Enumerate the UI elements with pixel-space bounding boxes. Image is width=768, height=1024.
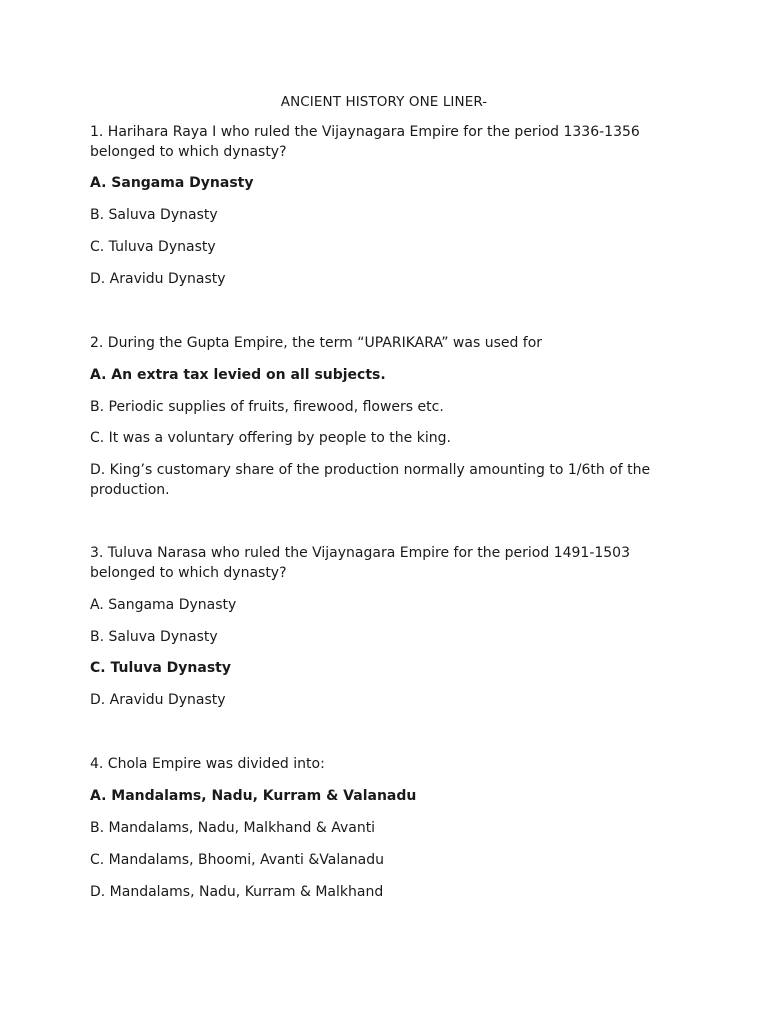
question-2-option-a-answer: A. An extra tax levied on all subjects. [90,367,386,383]
question-2-option-c: C. It was a voluntary offering by people to the king. [90,430,451,446]
question-1-option-b: B. Saluva Dynasty [90,207,218,223]
question-2-option-d: D. King’s customary share of the production normally amounting to 1/6th of the production. [90,462,651,498]
question-4-text: 4. Chola Empire was divided into: [90,756,325,772]
question-1-option-c: C. Tuluva Dynasty [90,239,216,255]
question-1-text: 1. Harihara Raya I who ruled the Vijaynagara Empire for the period 1336-1356 belonged to which dynasty? [90,124,640,160]
question-3-option-b: B. Saluva Dynasty [90,629,218,645]
question-3-option-d: D. Aravidu Dynasty [90,692,226,708]
question-1-option-a-answer: A. Sangama Dynasty [90,175,254,191]
question-4-option-a-answer: A. Mandalams, Nadu, Kurram & Valanadu [90,788,417,804]
question-3-text: 3. Tuluva Narasa who ruled the Vijaynagara Empire for the period 1491-1503 belonged to which dynasty? [90,545,630,581]
question-1-option-d: D. Aravidu Dynasty [90,271,226,287]
question-2-text: 2. During the Gupta Empire, the term “UPARIKARA” was used for [90,335,543,351]
question-3-option-a: A. Sangama Dynasty [90,597,237,613]
question-2-option-b: B. Periodic supplies of fruits, firewood, flowers etc. [90,399,444,415]
question-3-option-c-answer: C. Tuluva Dynasty [90,660,231,676]
question-4-option-c: C. Mandalams, Bhoomi, Avanti &Valanadu [90,852,384,868]
question-4-option-b: B. Mandalams, Nadu, Malkhand & Avanti [90,820,376,836]
question-4-option-d: D. Mandalams, Nadu, Kurram & Malkhand [90,884,384,900]
document-title: ANCIENT HISTORY ONE LINER- [280,94,488,110]
